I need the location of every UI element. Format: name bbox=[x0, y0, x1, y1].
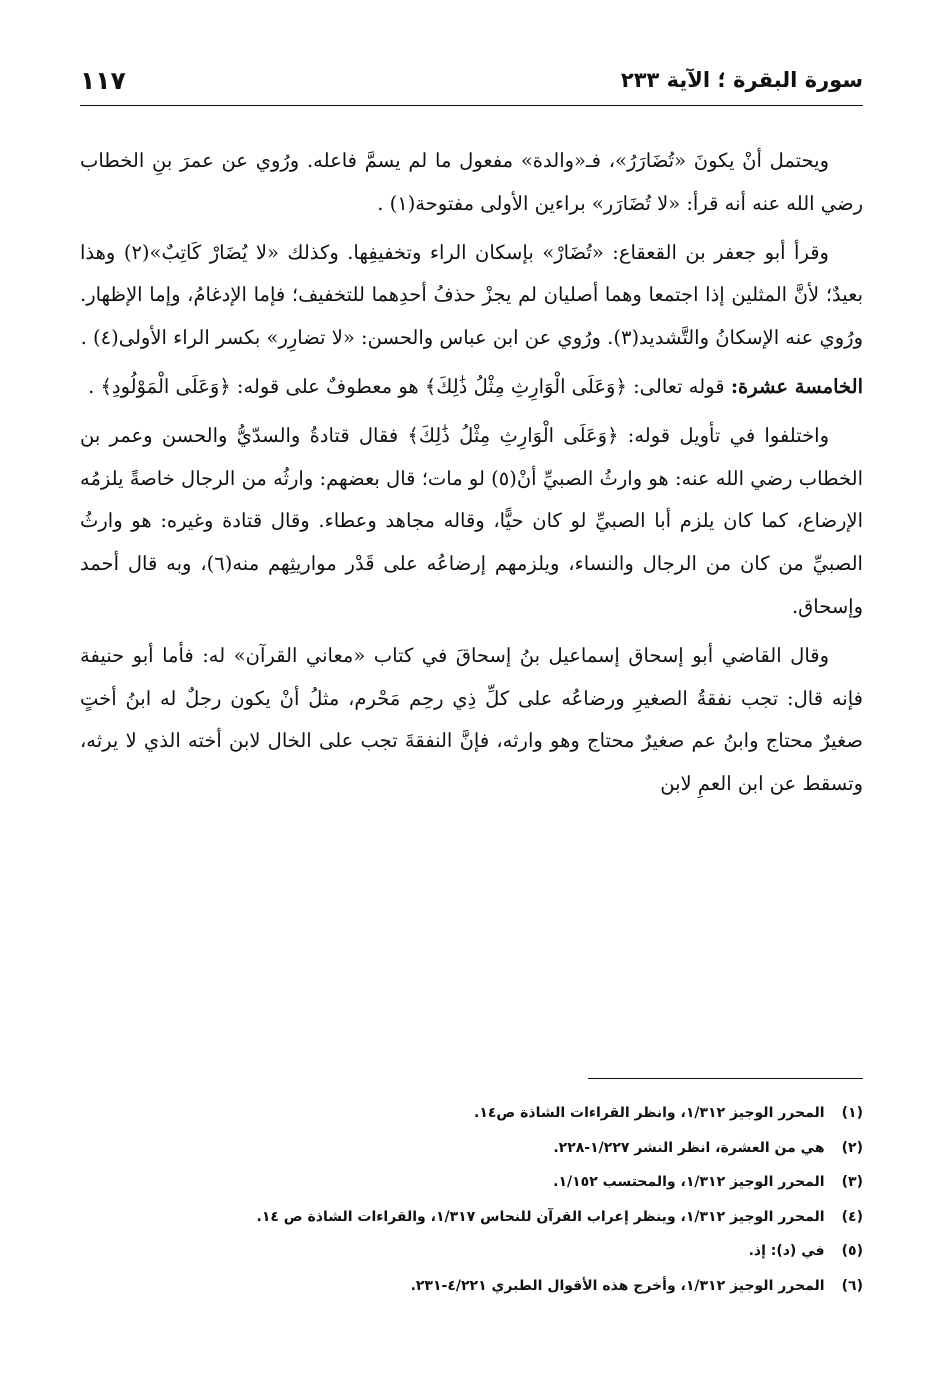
footnote bbox=[100, 1269, 863, 1304]
footnote-text: المحرر الوجيز ١/٣١٢، وأخرج هذه الأقوال الطبري ٤/٢٢١-٢٣١. bbox=[410, 1277, 825, 1294]
page-header bbox=[80, 62, 863, 106]
paragraph-text: ويحتمل أنْ يكونَ «تُضَارَرُ»، فـ«والدة» مفعول ما لم يسمَّ فاعله. ورُوي عن عمرَ بنِ الخطاب رضي الله عنه أنه قرأ: «لا تُضَارَر» براءين الأولى مفتوحة(١) . bbox=[80, 149, 863, 215]
running-title: سورة البقرة ؛ الآية ٢٣٣ bbox=[620, 68, 863, 92]
footnote-number: (٣) bbox=[841, 1174, 863, 1190]
paragraph bbox=[80, 140, 863, 226]
footnote-separator bbox=[588, 1078, 863, 1079]
paragraph-text: قوله تعالى: ﴿وَعَلَى الْوَارِثِ مِثْلُ ذَٰلِكَ﴾ هو معطوفٌ على قوله: ﴿وَعَلَى الْمَوْلُودِ﴾ . bbox=[88, 374, 731, 398]
footnote-text: المحرر الوجيز ١/٣١٢، والمحتسب ١/١٥٢. bbox=[553, 1174, 825, 1190]
footnote-number: (٦) bbox=[841, 1277, 863, 1294]
page-number: ١١٧ bbox=[80, 66, 126, 95]
footnote-text: المحرر الوجيز ١/٣١٢، وانظر القراءات الشاذة ص١٤. bbox=[473, 1105, 825, 1121]
footnote-text: في (د): إذ. bbox=[748, 1243, 825, 1259]
paragraph-text: وقال القاضي أبو إسحاق إسماعيل بنُ إسحاقَ في كتاب «معاني القرآن» له: فأما أبو حنيفة فإنه قال: تجب نفقةُ الصغيرِ ورضاعُه على كلِّ ذِي رحِم مَحْرم، مثلُ أنْ يكون رجلٌ له ابنُ أختٍ صغيرٌ محتاج وابنُ عم صغيرٌ محتاج وهو وارثه، فإنَّ النفقةَ تجب على الخال لابن أخته الذي لا يرثه، وتسقط عن ابن العمِ لابن bbox=[80, 643, 863, 796]
footnote-number: (١) bbox=[841, 1105, 863, 1121]
main-text bbox=[80, 140, 863, 812]
footnote bbox=[100, 1234, 863, 1269]
paragraph bbox=[80, 366, 863, 409]
paragraph-lead: الخامسة عشرة: bbox=[730, 374, 863, 398]
paragraph-text: واختلفوا في تأويل قوله: ﴿وَعَلَى الْوَارِثِ مِثْلُ ذَٰلِكَ﴾ فقال قتادةُ والسدّيُّ والحسن وعمر بن الخطاب رضي الله عنه: هو وارثُ الصبيِّ أنْ(٥) لو مات؛ قال بعضهم: وارثُه من الرجال خاصةً يلزمُه الإرضاع، كما كان يلزم أبا الصبيِّ لو كان حيًّا، وقاله مجاهد وعطاء. وقال قتادة وغيره: هو وارثُ الصبيِّ من كان من الرجال والنساء، ويلزمهم إرضاعُه على قَدْر مواريثِهم منه(٦)، وبه قال أحمد وإسحاق. bbox=[80, 423, 863, 618]
footnote bbox=[100, 1200, 863, 1235]
paragraph bbox=[80, 635, 863, 806]
paragraph-text: وقرأ أبو جعفر بن القعقاع: «تُضَارْ» بإسكان الراء وتخفيفِها. وكذلك «لا يُضَارْ كَاتِبٌ»(٢) وهذا بعيدٌ؛ لأنَّ المثلين إذا اجتمعا وهما أصليان لم يجزْ حذفُ أحدِهما للتخفيف؛ فإما الإدغامُ، وإما الإظهار. ورُوي عنه الإسكانُ والتَّشديد(٣). ورُوي عن ابن عباس والحسن: «لا تضارِر» بكسر الراء الأولى(٤) . bbox=[80, 240, 863, 350]
footnote-number: (٤) bbox=[841, 1208, 863, 1225]
footnote-text: هي من العشرة، انظر النشر ١/٢٢٧-٢٢٨. bbox=[553, 1139, 825, 1156]
footnote-number: (٢) bbox=[841, 1139, 863, 1156]
footnote bbox=[100, 1096, 863, 1131]
header-rule bbox=[80, 105, 863, 106]
footnote bbox=[100, 1165, 863, 1200]
footnote bbox=[100, 1131, 863, 1166]
paragraph bbox=[80, 232, 863, 360]
footnote-text: المحرر الوجيز ١/٣١٢، وينظر إعراب القرآن للنحاس ١/٣١٧، والقراءات الشاذة ص ١٤. bbox=[256, 1208, 825, 1225]
paragraph bbox=[80, 415, 863, 629]
footnote-number: (٥) bbox=[841, 1243, 863, 1259]
footnotes bbox=[100, 1096, 863, 1303]
